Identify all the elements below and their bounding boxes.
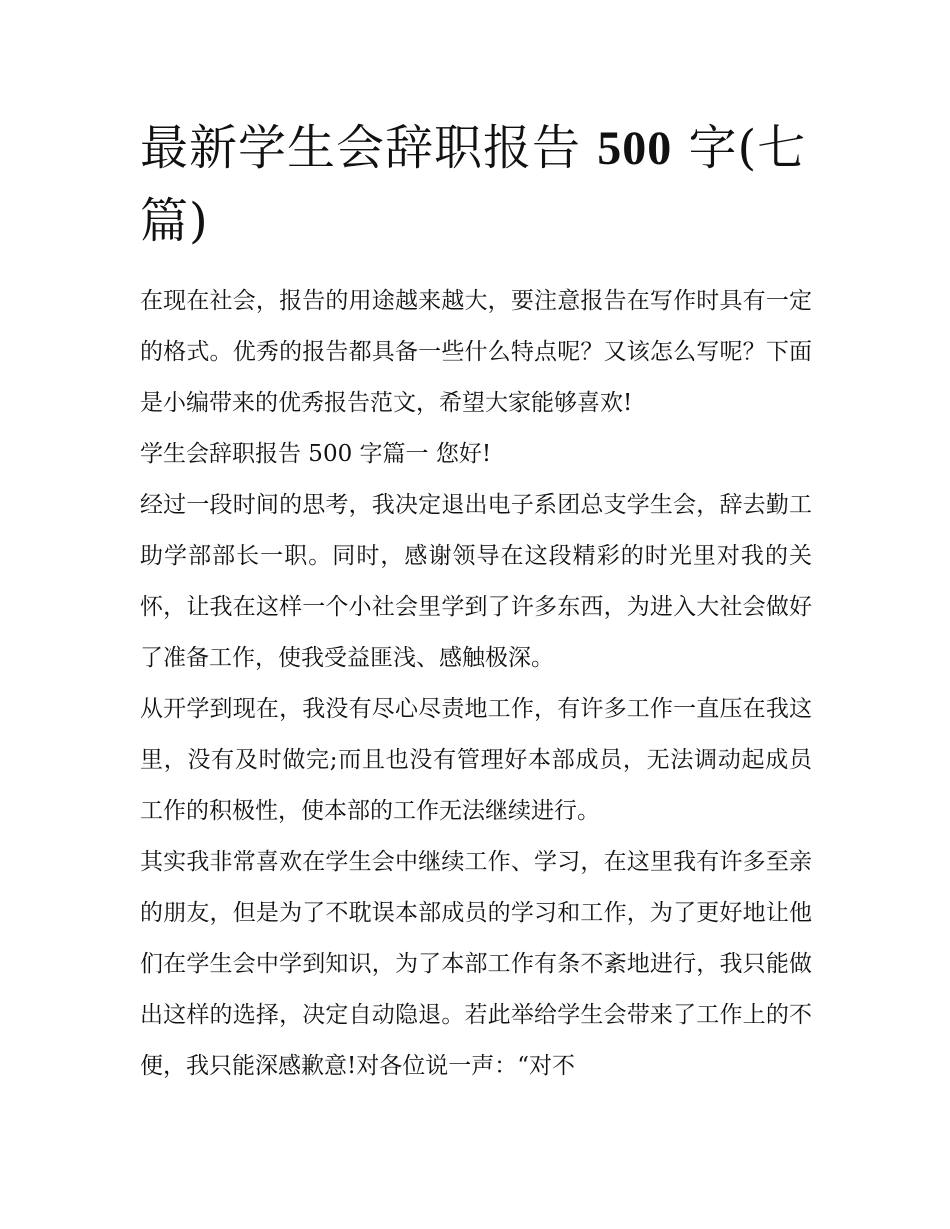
body-paragraph: 经过一段时间的思考，我决定退出电子系团总支学生会，辞去勤工助学部部长一职。同时，感谢领导在这段精彩的时光里对我的关怀，让我在这样一个小社会里学到了许多东西，为进入大社会做好了准备工作，使我受益匪浅、感触极深。 — [140, 492, 812, 671]
title-number: 500 — [597, 122, 673, 175]
document-body — [140, 276, 812, 1092]
document-title — [140, 112, 820, 257]
body-paragraph: 从开学到现在，我没有尽心尽责地工作，有许多工作一直压在我这里，没有及时做完;而且也没有管理好本部成员，无法调动起成员工作的积极性，使本部的工作无法继续进行。 — [140, 696, 812, 824]
body-paragraph: 其实我非常喜欢在学生会中继续工作、学习，在这里我有许多至亲的朋友，但是为了不耽误本部成员的学习和工作，为了更好地让他们在学生会中学到知识，为了本部工作有条不紊地进行，我只能做出这样的选择，决定自动隐退。若此举给学生会带来了工作上的不便，我只能深感歉意!对各位说一声：“对不 — [140, 849, 812, 1079]
intro-paragraph: 在现在社会，报告的用途越来越大，要注意报告在写作时具有一定的格式。优秀的报告都具备一些什么特点呢？又该怎么写呢？下面是小编带来的优秀报告范文，希望大家能够喜欢! — [140, 288, 812, 416]
title-text-part2: 字(七篇) — [140, 120, 807, 249]
title-text-part1: 最新学生会辞职报告 — [140, 120, 582, 176]
section-heading: 学生会辞职报告 500 字篇一 您好! — [140, 441, 492, 467]
